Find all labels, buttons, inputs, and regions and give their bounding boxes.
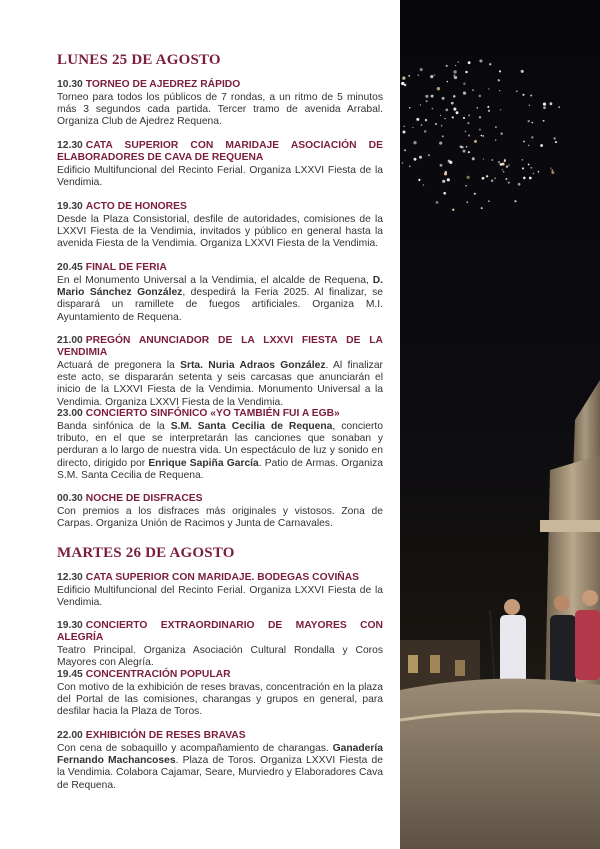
firework-spark [409, 165, 411, 167]
firework-spark [500, 163, 503, 166]
firework-spark [521, 70, 524, 73]
event [57, 408, 383, 482]
firework-spark [478, 95, 481, 98]
event-time: 20.45 [57, 262, 83, 273]
event [57, 730, 383, 792]
firework-spark [425, 119, 428, 122]
firework-spark [435, 123, 437, 125]
firework-spark [452, 209, 454, 211]
desc-text: Desde la Plaza Consistorial, desfile de autoridades, comisiones de la LXXVI Fiesta de la Vendimia, invitados y público en general hasta la avenida Fiesta de la Vendimia. Organiza LXXVI Fiesta de la Vendimia. [57, 214, 383, 250]
firework-spark [502, 169, 503, 170]
firework-spark [453, 70, 456, 73]
firework-spark [479, 129, 481, 131]
firework-spark [495, 126, 497, 128]
firework-spark [449, 161, 452, 164]
firework-spark [543, 102, 546, 105]
event-time: 19.30 [57, 620, 83, 631]
firework-spark [465, 71, 468, 74]
firework-spark [523, 141, 525, 143]
event-time: 12.30 [57, 572, 83, 583]
firework-spark [416, 118, 419, 121]
firework-spark [456, 111, 459, 114]
event-title [57, 201, 383, 213]
event-name: CATA SUPERIOR CON MARIDAJE. BODEGAS COVIÑAS [85, 572, 360, 583]
event-time: 12.30 [57, 140, 83, 151]
event-time: 00.30 [57, 493, 83, 504]
stone-balustrade [400, 679, 600, 849]
firework-spark [518, 183, 521, 186]
firework-spark [463, 117, 465, 119]
firework-spark [529, 104, 531, 106]
firework-spark [558, 106, 559, 107]
firework-spark [460, 146, 462, 148]
firework-spark [447, 178, 450, 181]
event-name: FINAL DE FERIA [85, 262, 167, 273]
event-time: 22.00 [57, 730, 83, 741]
firework-spark [466, 146, 468, 148]
event [57, 79, 383, 129]
firework-spark [426, 100, 428, 102]
firework-spark [412, 127, 413, 128]
desc-text: . Patio de Armas. Organiza S.M. Santa Cecilia de Requena. [57, 457, 383, 481]
firework-spark [468, 151, 470, 153]
firework-spark [442, 97, 445, 100]
event-description [57, 92, 383, 129]
firework-spark [431, 95, 434, 98]
event-time: 10.30 [57, 79, 83, 90]
firework-spark [402, 162, 404, 164]
firework-spark [443, 192, 446, 195]
firework-spark [504, 160, 506, 162]
desc-text: . Plaza de Toros. Organiza LXXVI Fiesta de la Vendimia. Colabora Cajamar, Seare, Murviedro y Elaboradores Cava de Requena. [57, 755, 383, 791]
desc-text: , despedirá la Feria 2025. Al finalizar, se disparará un ramillete de fuegos artificiales. Organiza M.I. Ayuntamiento de Requena. [57, 287, 383, 323]
firework-spark [551, 171, 554, 174]
firework-spark [404, 84, 407, 87]
event [57, 620, 383, 669]
firework-spark [424, 130, 427, 133]
event-time: 21.00 [57, 335, 83, 346]
firework-spark [404, 149, 406, 151]
desc-text: Con premios a los disfraces más originales y vistosos. Zona de Carpas. Organiza Unión de Racimos y Junta de Carnavales. [57, 506, 383, 530]
event-title [57, 262, 383, 274]
firework-spark [468, 134, 470, 136]
event [57, 140, 383, 189]
firework-spark [530, 167, 532, 169]
firework-spark [420, 104, 421, 105]
event-name: CONCIERTO SINFÓNICO «YO TAMBIÉN FUI A EGB» [85, 408, 340, 419]
event-description [57, 506, 383, 530]
firework-spark [465, 131, 467, 133]
lit-window [408, 655, 418, 673]
firework-spark [499, 70, 501, 72]
firework-spark [550, 168, 551, 169]
event-description [57, 682, 383, 719]
firework-spark [413, 141, 416, 144]
firework-spark [530, 95, 532, 97]
firework-spark [533, 173, 535, 175]
firework-spark [440, 164, 443, 167]
desc-bold: D. Mario Sánchez González [57, 275, 383, 299]
desc-text: Actuará de pregonera la [57, 360, 181, 371]
firework-spark [543, 106, 546, 109]
desc-text: En el Monumento Universal a la Vendimia, el alcalde de Requena, [57, 275, 373, 286]
firework-spark [444, 118, 445, 119]
event-title [57, 669, 383, 681]
firework-spark [403, 131, 406, 134]
event-name: NOCHE DE DISFRACES [85, 493, 203, 504]
firework-spark [543, 120, 545, 122]
firework-spark [472, 157, 475, 160]
firework-spark [491, 159, 493, 161]
lit-window [430, 655, 440, 673]
firework-spark [522, 159, 523, 160]
photo-illustration [400, 0, 600, 849]
firework-spark [522, 94, 524, 96]
firework-spark [409, 107, 410, 108]
firework-spark [423, 184, 424, 185]
desc-text: Torneo para todos los públicos de 7 rondas, a un ritmo de 5 minutos más 3 segundos cada partida. Tercer tramo de avenida Arrabal. Organiza Club de Ajedrez Requena. [57, 92, 383, 128]
event-description [57, 585, 383, 609]
monument-cornice [540, 520, 600, 532]
firework-spark [495, 139, 496, 140]
firework-spark [453, 108, 456, 111]
firework-spark [436, 201, 439, 204]
firework-spark [465, 185, 467, 187]
firework-spark [451, 102, 454, 105]
desc-text: . Al finalizar este acto, se dispararán setenta y seis carcasas que anunciarán el inicio de la LXXVI Fiesta de la Vendimia. Monumento Universal a la Vendimia. Organiza LXXVI Fiesta de la Vendimia. [57, 360, 383, 408]
desc-bold: Enrique Sapiña García [148, 457, 259, 469]
desc-text: Con cena de sobaquillo y acompañamiento de charangas. [57, 743, 333, 754]
firework-spark [483, 158, 484, 159]
firework-spark [432, 108, 434, 110]
firework-spark [514, 200, 516, 202]
firework-spark [421, 124, 423, 126]
event-title [57, 730, 383, 742]
firework-spark [528, 145, 530, 147]
firework-spark [428, 154, 430, 156]
firework-spark [419, 156, 422, 159]
event-time: 23.00 [57, 408, 83, 419]
event [57, 262, 383, 324]
firework-spark [482, 177, 485, 180]
event-name: CATA SUPERIOR CON MARIDAJE ASOCIACIÓN DE ELABORADORES DE CAVA DE REQUENA [57, 140, 383, 163]
event-title [57, 620, 383, 644]
event-name: CONCENTRACIÓN POPULAR [85, 669, 231, 680]
event [57, 572, 383, 609]
firework-spark [479, 59, 482, 62]
firework-spark [486, 175, 488, 177]
firework-spark [455, 65, 456, 66]
firework-spark [479, 116, 481, 118]
fireworks-night-photo [400, 0, 600, 849]
firework-spark [538, 171, 540, 173]
desc-text: , concierto tributo, en el que se interpretarán las canciones que sonaban y perduran a lo largo de nuestra vida. Un espectáculo de luz y sonido en directo, dirigido por [57, 421, 383, 469]
firework-spark [453, 95, 455, 97]
firework-spark [503, 171, 505, 173]
firework-spark [528, 120, 530, 122]
firework-spark [529, 177, 532, 180]
firework-spark [549, 102, 552, 105]
firework-spark [498, 79, 500, 81]
firework-spark [506, 165, 508, 167]
firework-spark [425, 95, 428, 98]
lit-window [455, 660, 465, 676]
firework-spark [551, 169, 553, 171]
firework-spark [439, 142, 442, 145]
firework-spark [442, 180, 445, 183]
event-description [57, 165, 383, 189]
event-description [57, 360, 383, 409]
firework-spark [452, 116, 454, 118]
firework-spark [508, 164, 509, 165]
firework-spark [508, 181, 510, 183]
firework-spark [417, 74, 419, 76]
firework-spark [403, 126, 404, 127]
event-description [57, 743, 383, 792]
firework-spark [430, 75, 433, 78]
event-name: ACTO DE HONORES [85, 201, 187, 212]
day-heading: MARTES 26 DE AGOSTO [57, 545, 235, 561]
firework-spark [555, 141, 557, 143]
firework-spark [488, 200, 490, 202]
firework-spark [445, 171, 448, 174]
event-time: 19.45 [57, 669, 83, 680]
firework-spark [477, 107, 479, 109]
firework-spark [445, 109, 448, 112]
firework-spark [408, 75, 410, 77]
event-name: PREGÓN ANUNCIADOR DE LA LXXVI FIESTA DE LA VENDIMIA [57, 335, 383, 358]
firework-spark [453, 74, 455, 76]
firework-spark [528, 164, 530, 166]
firework-spark [489, 63, 491, 65]
desc-text: Edificio Multifuncional del Recinto Ferial. Organiza LXXVI Fiesta de la Vendimia. [57, 165, 383, 189]
event-name: EXHIBICIÓN DE RESES BRAVAS [85, 730, 246, 741]
event-description [57, 275, 383, 324]
firework-spark [441, 125, 443, 127]
desc-bold: S.M. Santa Cecilia de Requena [170, 421, 333, 432]
firework-spark [516, 90, 518, 92]
firework-spark [491, 179, 493, 181]
firework-spark [420, 68, 423, 71]
event-name: CONCIERTO EXTRAORDINARIO DE MAYORES CON ALEGRÍA [57, 620, 383, 643]
desc-text: Banda sinfónica de la [57, 421, 171, 432]
firework-spark [463, 150, 466, 153]
firework-spark [499, 90, 500, 91]
firework-spark [434, 74, 436, 76]
firework-spark [418, 179, 420, 181]
firework-spark [468, 61, 471, 64]
firework-spark [474, 193, 476, 195]
firework-spark [522, 167, 524, 169]
firework-spark [442, 135, 444, 137]
event-description [57, 645, 383, 669]
firework-spark [540, 144, 543, 147]
event-title [57, 493, 383, 505]
firework-spark [466, 201, 468, 203]
event-title [57, 79, 383, 91]
firework-spark [481, 207, 483, 209]
day-heading: LUNES 25 DE AGOSTO [57, 52, 221, 68]
firework-spark [466, 176, 469, 179]
firework-spark [437, 87, 440, 90]
firework-spark [532, 122, 534, 124]
firework-spark [494, 177, 496, 179]
event-name: TORNEO DE AJEDREZ RÁPIDO [85, 79, 241, 90]
event-title [57, 140, 383, 164]
firework-spark [488, 88, 489, 89]
firework-sparks [401, 59, 560, 211]
firework-spark [463, 82, 465, 84]
firework-spark [505, 178, 507, 180]
firework-spark [498, 161, 500, 163]
event-title [57, 408, 383, 420]
firework-spark [468, 114, 470, 116]
desc-text: Teatro Principal. Organiza Asociación Cultural Rondalla y Coros Mayores con Alegría. [57, 645, 383, 669]
event-title [57, 335, 383, 359]
firework-spark [414, 158, 417, 161]
firework-spark [403, 77, 406, 80]
desc-bold: Srta. Nuria Adraos González [180, 360, 326, 371]
firework-spark [481, 135, 483, 137]
desc-text: Con motivo de la exhibición de reses bravas, concentración en la plaza del Portal de las comisiones, charangas y grupos en general, para desfilar hacia la Plaza de Toros. [57, 682, 383, 718]
firework-spark [446, 65, 448, 67]
event-description [57, 421, 383, 482]
desc-text: Edificio Multifuncional del Recinto Ferial. Organiza LXXVI Fiesta de la Vendimia. [57, 585, 383, 609]
event [57, 493, 383, 530]
event [57, 201, 383, 251]
firework-spark [554, 137, 556, 139]
firework-spark [474, 140, 477, 143]
firework-spark [488, 110, 490, 112]
event-title [57, 572, 383, 584]
firework-spark [500, 109, 502, 111]
firework-spark [463, 92, 466, 95]
firework-spark [482, 135, 484, 137]
event [57, 669, 383, 719]
firework-spark [472, 89, 474, 91]
desc-bold: Ganadería Fernando Machancoses [57, 743, 383, 767]
firework-spark [487, 106, 489, 108]
firework-spark [447, 81, 448, 82]
firework-spark [501, 132, 503, 134]
firework-spark [458, 61, 459, 62]
event-time: 19.30 [57, 201, 83, 212]
firework-spark [531, 136, 533, 138]
firework-spark [523, 177, 526, 180]
firework-spark [440, 115, 441, 116]
event [57, 335, 383, 409]
firework-spark [467, 122, 469, 124]
event-description [57, 214, 383, 251]
